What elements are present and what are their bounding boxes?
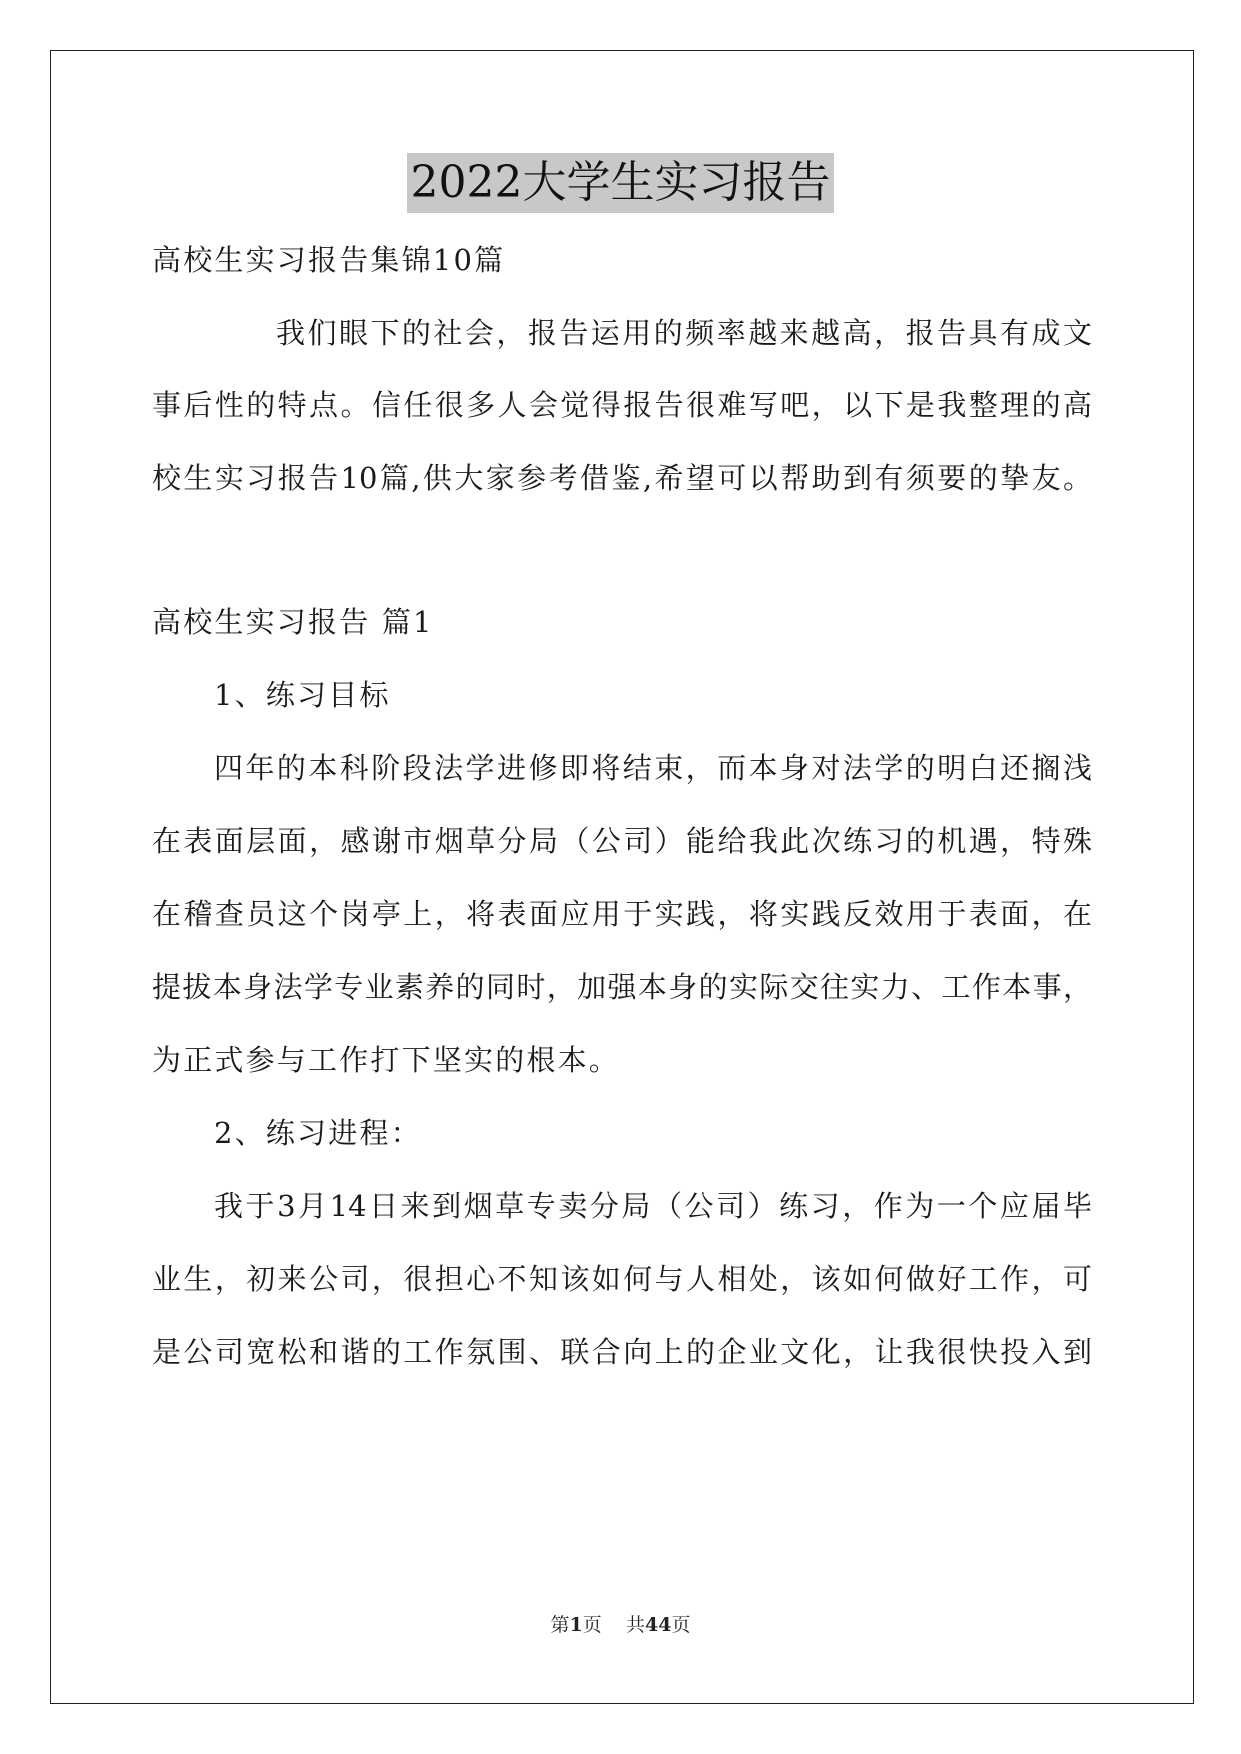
subsection-heading: 2、练习进程： [214,1116,422,1150]
text-line: 业生，初来公司，很担心不知该如何与人相处，该如何做好工作，可 [152,1262,1092,1296]
text-line: 是公司宽松和谐的工作氛围、联合向上的企业文化，让我很快投入到 [152,1335,1092,1369]
document-title: 2022大学生实习报告 [407,153,835,213]
text-line: 事后性的特点。信任很多人会觉得报告很难写吧，以下是我整理的高 [152,388,1092,422]
text-line: 为正式参与工作打下坚实的根本。 [152,1043,621,1077]
page-footer [0,1612,1241,1638]
footer-prefix: 第 [550,1614,570,1636]
subsection-heading: 1、练习目标 [214,678,391,712]
text-line: 四年的本科阶段法学进修即将结束，而本身对法学的明白还搁浅 [214,751,1092,785]
page-border [50,50,1194,1704]
text-line: 我们眼下的社会，报告运用的频率越来越高，报告具有成文 [276,316,1092,350]
text-line: 在表面层面，感谢市烟草分局（公司）能给我此次练习的机遇，特殊 [152,824,1092,858]
text-line: 提拔本身法学专业素养的同时，加强本身的实际交往实力、工作本事， [152,970,1092,1004]
text-line: 我于3月14日来到烟草专卖分局（公司）练习，作为一个应届毕 [214,1189,1092,1223]
footer-page-suffix: 页 [582,1614,602,1636]
text-line: 在稽查员这个岗亭上，将表面应用于实践，将实践反效用于表面，在 [152,897,1092,931]
footer-total-prefix: 共 [625,1614,645,1636]
text-line: 高校生实习报告集锦10篇 [152,243,506,277]
total-pages: 44 [644,1614,672,1636]
footer-total-suffix: 页 [671,1614,691,1636]
text-line: 校生实习报告10篇,供大家参考借鉴,希望可以帮助到有须要的挚友。 [152,461,1092,495]
page-number: 1 [569,1614,583,1636]
section-heading: 高校生实习报告 篇1 [152,605,434,639]
